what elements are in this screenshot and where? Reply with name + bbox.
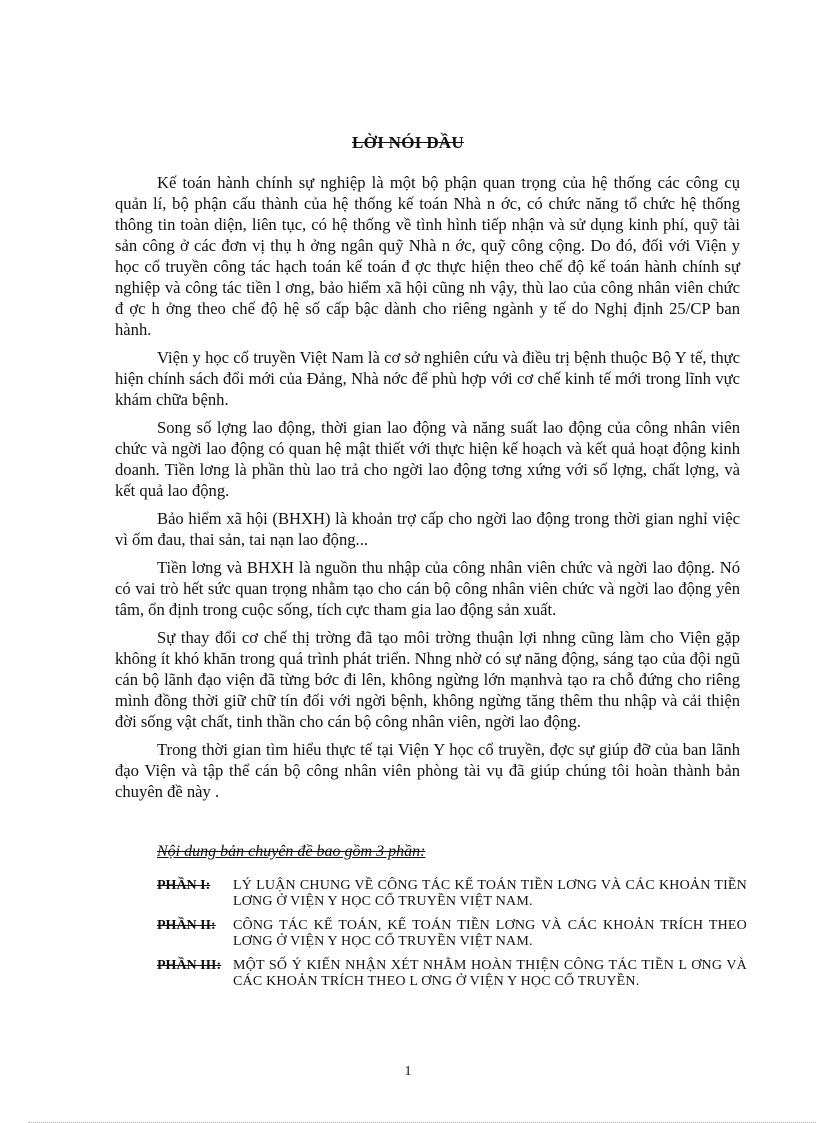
part-item <box>157 878 747 910</box>
paragraph: Trong thời gian tìm hiểu thực tế tại Viện Y học cổ truyền, đợc sự giúp đỡ của ban lãnh đạo Viện và tập thể cán bộ công nhân viên phòng tài vụ đã giúp chúng tôi hoàn thành bản chuyên đề này . <box>115 740 740 801</box>
paragraph: Song số lợng lao động, thời gian lao động và năng suất lao động của công nhân viên chức và ngời lao động có quan hệ mật thiết với thực hiện kế hoạch và kết quả hoạt động kinh doanh. Tiền lơng là phần thù lao trả cho ngời lao động tơng xứng với số lợng, chất lợng, và kết quả lao động. <box>115 418 740 500</box>
part-item <box>157 958 747 990</box>
page-number: 1 <box>404 1064 412 1079</box>
parts-list <box>157 878 747 998</box>
part-label: PHẦN II: <box>157 918 216 933</box>
part-label: PHẦN I: <box>157 878 211 893</box>
part-item <box>157 918 747 950</box>
paragraph: Sự thay đổi cơ chế thị trờng đã tạo môi trờng thuận lợi nhng cũng làm cho Viện gặp không ít khó khăn trong quá trình phát triển. Nhng nhờ có sự năng động, sáng tạo của đội ngũ cán bộ lãnh đạo viện đã từng bớc đi lên, không ngừng lớn mạnhvà tạo ra chỗ đứng cho riêng mình đồng thời giữ chữ tín đối với ngời bệnh, không ngừng tăng thêm thu nhập và cải thiện đời sống vật chất, tinh thần cho cán bộ công nhân viên, ngời lao động. <box>115 628 740 731</box>
paragraph: Bảo hiểm xã hội (BHXH) là khoản trợ cấp cho ngời lao động trong thời gian nghỉ việc vì ốm đau, thai sản, tai nạn lao động... <box>115 509 740 549</box>
part-text: MỘT SỐ Ý KIẾN NHẬN XÉT NHẰM HOÀN THIỆN CÔNG TÁC TIỀN L ƠNG VÀ CÁC KHOẢN TRÍCH THEO L ƠNG Ở VIỆN Y HỌC CỔ TRUYỀN. <box>233 958 747 989</box>
contents-intro: Nội dung bản chuyên đề bao gồm 3 phần: <box>157 843 426 860</box>
paragraph: Kế toán hành chính sự nghiệp là một bộ phận quan trọng của hệ thống các công cụ quản lí, bộ phận cấu thành của hệ thống kế toán Nhà n ớc, có chức năng tổ chức hệ thống thông tin toàn diện, liên tục, có hệ thống về tình hình tiếp nhận và sử dụng kinh phí, quỹ tài sản công ở các đơn vị thụ h ởng ngân quỹ Nhà n ớc, quỹ công cộng. Do đó, đối với Viện y học cổ truyền công tác hạch toán kế toán đ ợc thực hiện theo chế độ kế toán hành chính sự nghiệp và công tác tiền l ơng, bảo hiểm xã hội cũng nh vậy, thù lao của công nhân viên chức đ ợc h ởng theo chế độ hệ số cấp bậc dành cho riêng ngành y tế do Nghị định 25/CP ban hành. <box>115 173 740 339</box>
paragraph: Viện y học cổ truyền Việt Nam là cơ sở nghiên cứu và điều trị bệnh thuộc Bộ Y tế, thực hiện chính sách đổi mới của Đảng, Nhà nớc để phù hợp với cơ chế kinh tế mới trong lĩnh vực khám chữa bệnh. <box>115 348 740 409</box>
part-label: PHẦN III: <box>157 958 222 973</box>
part-text: LÝ LUẬN CHUNG VỀ CÔNG TÁC KẾ TOÁN TIỀN LƠNG VÀ CÁC KHOẢN TIỀN LƠNG Ở VIỆN Y HỌC CỔ TRUYỀN VIỆT NAM. <box>233 878 747 909</box>
body-text <box>115 172 740 809</box>
page-title: LỜI NÓI ĐẦU <box>352 133 464 152</box>
part-text: CÔNG TÁC KẾ TOÁN, KẾ TOÁN TIỀN LƠNG VÀ CÁC KHOẢN TRÍCH THEO LƠNG Ở VIỆN Y HỌC CỔ TRUYỀN VIỆT NAM. <box>233 918 747 949</box>
paragraph: Tiền lơng và BHXH là nguồn thu nhập của công nhân viên chức và ngời lao động. Nó có vai trò hết sức quan trọng nhằm tạo cho cán bộ công nhân viên chức và ngời lao động yên tâm, ổn định trong cuộc sống, tích cực tham gia lao động sản xuất. <box>115 558 740 619</box>
